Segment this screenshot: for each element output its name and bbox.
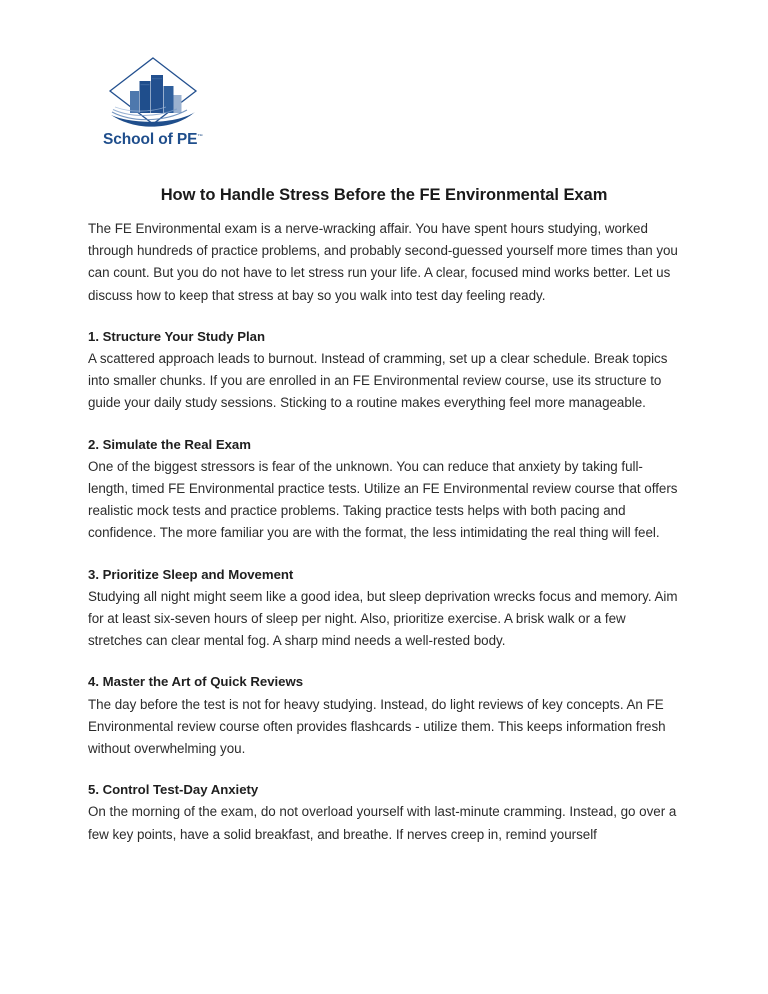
section-heading: 3. Prioritize Sleep and Movement bbox=[88, 566, 294, 582]
section-2 bbox=[88, 434, 682, 545]
logo-wordmark-text: School of PE bbox=[103, 131, 198, 148]
section-body: A scattered approach leads to burnout. Instead of cramming, set up a clear schedule. Break topics into smaller chunks. If you are enrolled in an FE Environmental review course, use its structure to guide your daily study sessions. Sticking to a routine makes everything feel more manageable. bbox=[88, 351, 668, 411]
section-body: One of the biggest stressors is fear of the unknown. You can reduce that anxiety by taking full-length, timed FE Environmental practice tests. Utilize an FE Environmental review course that offers realistic mock tests and practice problems. Taking practice tests helps with both pacing and confidence. The more familiar you are with the format, the less intimidating the real thing will feel. bbox=[88, 458, 678, 541]
section-heading: 2. Simulate the Real Exam bbox=[88, 436, 251, 452]
section-1 bbox=[88, 326, 682, 415]
intro-paragraph: The FE Environmental exam is a nerve-wracking affair. You have spent hours studying, worked through hundreds of practice problems, and probably second-guessed yourself more times than you can count. But you do not have to let stress run your life. A clear, focused mind works better. Let us discuss how to keep that stress at bay so you walk into test day feeling ready. bbox=[88, 221, 678, 303]
logo-diamond-buildings-icon bbox=[103, 55, 203, 133]
section-body: The day before the test is not for heavy studying. Instead, do light reviews of key concepts. An FE Environmental review course often provides flashcards - utilize them. This keeps information fresh without overwhelming you. bbox=[88, 696, 666, 757]
section-heading: 4. Master the Art of Quick Reviews bbox=[88, 674, 304, 690]
section-5 bbox=[88, 779, 682, 846]
logo-wordmark bbox=[103, 131, 203, 149]
school-of-pe-logo bbox=[103, 55, 213, 160]
section-body: On the morning of the exam, do not overload yourself with last-minute cramming. Instead, go over a few key points, have a solid breakfast, and breathe. If nerves creep in, remind yourself bbox=[88, 804, 677, 842]
document-body bbox=[88, 218, 682, 865]
page-title: How to Handle Stress Before the FE Environmental Exam bbox=[160, 186, 608, 205]
section-4 bbox=[88, 671, 682, 760]
section-3 bbox=[88, 564, 682, 653]
section-body: Studying all night might seem like a good idea, but sleep deprivation wrecks focus and memory. Aim for at least six-seven hours of sleep per night. Also, prioritize exercise. A brisk walk or a few stretches can clear mental fog. A sharp mind needs a well-rested body. bbox=[88, 588, 678, 649]
trademark-symbol: ™ bbox=[197, 133, 203, 140]
section-heading: 1. Structure Your Study Plan bbox=[88, 328, 266, 344]
section-heading: 5. Control Test-Day Anxiety bbox=[88, 782, 259, 798]
